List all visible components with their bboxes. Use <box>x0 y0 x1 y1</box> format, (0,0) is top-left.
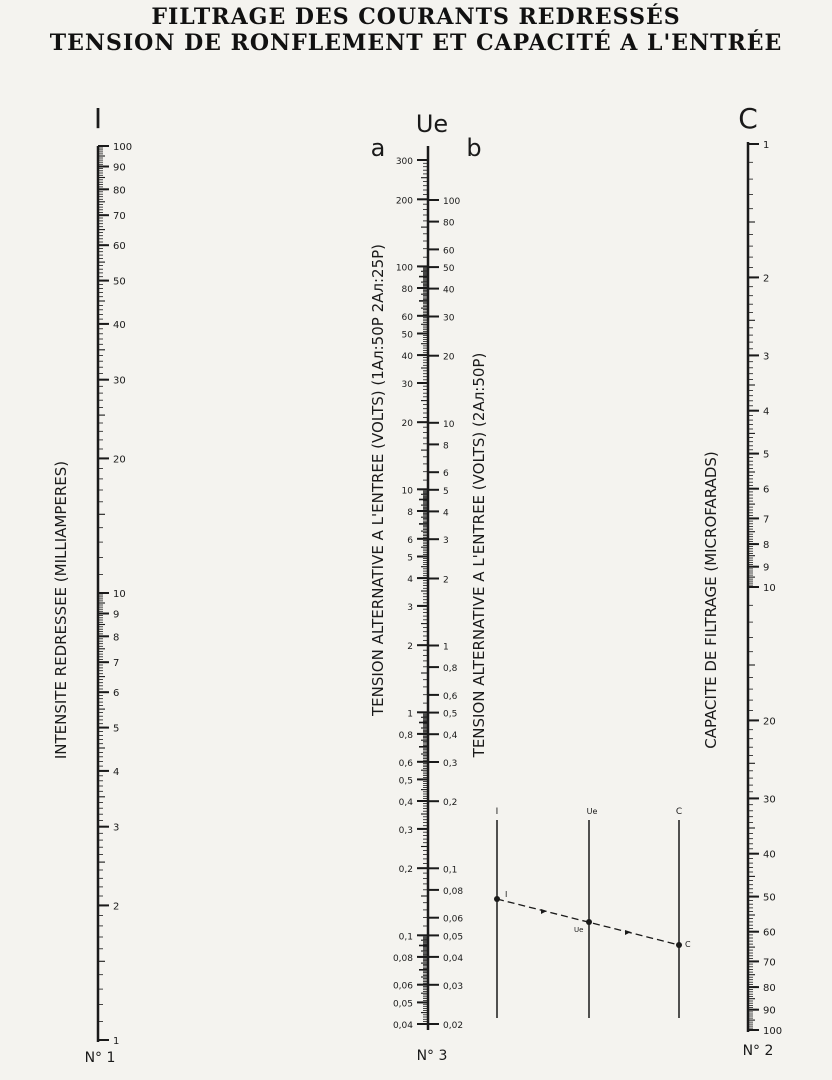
scale-I-tick-label: 30 <box>113 375 126 387</box>
scale-U-b-tick-label: 0,5 <box>443 709 458 720</box>
scale-C-tick-label: 1 <box>763 140 770 151</box>
scale-U-a-tick-label: 0,3 <box>398 825 413 836</box>
scale-U-a-tick-label: 0,8 <box>398 730 413 741</box>
scale-U-ticks-a <box>393 157 428 1031</box>
scale-C-tick-label: 2 <box>763 273 770 285</box>
scale-C-tick-label: 4 <box>763 406 770 418</box>
scale-U-b-tick-label: 50 <box>443 264 455 275</box>
scale-U-b-tick-label: 8 <box>443 441 449 452</box>
scale-C-tick-label: 10 <box>763 583 776 594</box>
scale-I-tick-label: 5 <box>113 723 120 735</box>
scale-U-title-right: TENSION ALTERNATIVE A L'ENTREE (VOLTS) (2Ал:50P) <box>470 352 488 758</box>
scale-U-b-tick-label: 80 <box>443 218 455 229</box>
scale-U-a-tick-label: 0,2 <box>398 865 413 876</box>
scale-U-b-tick-label: 0,2 <box>443 798 458 809</box>
scale-U-b-tick-label: 60 <box>443 246 455 257</box>
scale-U-a-tick-label: 0,6 <box>398 758 413 769</box>
scale-U-a-tick-label: 50 <box>401 330 413 341</box>
scale-U-a-tick-label: 0,1 <box>398 932 413 943</box>
scale-C-tick-label: 60 <box>763 927 776 939</box>
scale-C-tick-label: 5 <box>763 449 770 461</box>
inset-point-C-label: C <box>685 940 691 949</box>
scale-C-tick-label: 70 <box>763 957 776 969</box>
scale-U-title-left: TENSION ALTERNATIVE A L'ENTREE (VOLTS) (1Ал:50P 2Ал:25P) <box>369 243 387 717</box>
inset-point-I-label: I <box>505 890 508 899</box>
inset-point-U <box>586 919 592 925</box>
example-inset <box>494 807 691 1018</box>
scale-U-b-tick-label: 0,8 <box>443 664 458 675</box>
scale-C-tick-label: 20 <box>763 716 776 728</box>
scale-U-b-tick-label: 0,1 <box>443 865 458 876</box>
scale-U-a-tick-label: 0,05 <box>392 999 413 1010</box>
inset-point-U-label: Ue <box>574 926 584 934</box>
scale-U-a-tick-label: 30 <box>401 380 413 390</box>
scale-U-b-tick-label: 0,03 <box>443 981 464 992</box>
scale-I-tick-label: 1 <box>113 1036 120 1047</box>
scale-U-a-tick-label: 300 <box>395 157 413 167</box>
scale-I-tick-label: 70 <box>113 211 126 223</box>
scale-I-tick-label: 50 <box>113 276 126 288</box>
scale-U-a-tick-label: 40 <box>401 352 413 363</box>
scale-U-a-tick-label: 60 <box>401 312 413 323</box>
scale-U-ticks-b <box>428 197 463 1031</box>
scale-I-tick-label: 3 <box>113 822 120 834</box>
scale-I-tick-label: 4 <box>113 766 120 778</box>
scale-U-a-tick-label: 3 <box>407 602 413 613</box>
scale-U-b-tick-label: 0,3 <box>443 759 458 769</box>
scale-U-a-tick-label: 0,5 <box>398 776 413 787</box>
inset-point-I <box>494 896 500 902</box>
title-line-2: TENSION DE RONFLEMENT ET CAPACITÉ A L'ENTRÉE <box>49 30 783 56</box>
scale-I-ticks <box>98 142 132 1047</box>
scale-I-header: I <box>93 102 103 135</box>
scale-U-a-tick-label: 5 <box>407 553 413 564</box>
scale-I-tick-label: 100 <box>113 142 133 153</box>
scale-I-tick-label: 10 <box>113 589 126 600</box>
scale-U-label-b: b <box>466 134 482 162</box>
scale-I-tick-label: 20 <box>113 454 126 466</box>
scale-C-tick-label: 6 <box>763 484 770 496</box>
scale-U-b-tick-label: 100 <box>443 197 461 207</box>
inset-point-C <box>676 942 682 948</box>
scale-I-tick-label: 7 <box>113 658 120 670</box>
scale-U-a-tick-label: 10 <box>401 486 413 497</box>
scale-C-ticks <box>748 140 782 1037</box>
scale-U-b-tick-label: 30 <box>443 313 455 324</box>
scale-U-b-tick-label: 3 <box>443 536 449 547</box>
scale-C-tick-label: 3 <box>763 351 770 363</box>
scale-C-tick-label: 80 <box>763 983 776 995</box>
scale-C-tick-label: 30 <box>763 794 776 806</box>
scale-U-a-tick-label: 80 <box>401 285 413 295</box>
scale-I-tick-label: 2 <box>113 901 120 913</box>
scale-U-a-tick-label: 6 <box>407 535 413 546</box>
inset-I-label: I <box>495 807 499 817</box>
scale-C-title: CAPACITE DE FILTRAGE (MICROFARADS) <box>702 451 720 749</box>
scale-C-tick-label: 90 <box>763 1005 776 1017</box>
scale-U-b-tick-label: 0,6 <box>443 691 458 702</box>
scale-I-tick-label: 6 <box>113 688 120 700</box>
scale-C-number: N° 2 <box>742 1043 774 1059</box>
scale-U-label-a: a <box>370 134 386 162</box>
scale-U-b-tick-label: 2 <box>443 575 449 586</box>
scale-U-b-tick-label: 0,4 <box>443 731 458 742</box>
scale-I-tick-label: 8 <box>113 632 120 644</box>
scale-C-header: C <box>738 102 758 135</box>
scale-U-b-tick-label: 0,06 <box>443 914 464 925</box>
scale-U-a-tick-label: 4 <box>407 575 413 586</box>
scale-U-b-tick-label: 5 <box>443 486 449 497</box>
scale-C-tick-label: 7 <box>763 514 770 526</box>
scale-U-a-tick-label: 0,04 <box>392 1021 413 1031</box>
scale-U-b-tick-label: 0,08 <box>443 886 464 897</box>
scale-U-b-tick-label: 20 <box>443 352 455 363</box>
scale-U-b-tick-label: 4 <box>443 508 449 519</box>
scale-U-header: Ue <box>415 110 449 138</box>
scale-U-a-tick-label: 0,08 <box>392 953 413 964</box>
scale-U-a-tick-label: 100 <box>395 263 413 274</box>
scale-C-tick-label: 50 <box>763 892 776 904</box>
scale-U-number: N° 3 <box>416 1048 448 1064</box>
scale-I-tick-label: 40 <box>113 319 126 331</box>
inset-C-label: C <box>675 807 683 817</box>
scale-U-a-tick-label: 2 <box>407 642 413 653</box>
scale-U-b-tick-label: 0,04 <box>443 953 464 964</box>
scale-C-tick-label: 100 <box>763 1026 783 1037</box>
scale-U-b-tick-label: 10 <box>443 419 455 430</box>
scale-U-a-tick-label: 8 <box>407 508 413 518</box>
scale-C-tick-label: 40 <box>763 849 776 861</box>
scale-U-a-tick-label: 0,06 <box>392 981 413 992</box>
scale-I-tick-label: 9 <box>113 609 120 621</box>
scale-U-b-tick-label: 40 <box>443 285 455 296</box>
scale-U-b-tick-label: 0,05 <box>443 932 464 943</box>
scale-I-title: INTENSITE REDRESSEE (MILLIAMPERES) <box>52 460 70 760</box>
inset-U-label: Ue <box>586 807 598 816</box>
scale-C-tick-label: 8 <box>763 540 770 552</box>
scale-U-a-tick-label: 200 <box>395 196 413 207</box>
scale-I-tick-label: 90 <box>113 162 126 174</box>
title-line-1: FILTRAGE DES COURANTS REDRESSÉS <box>151 4 681 30</box>
scale-U-b-tick-label: 6 <box>443 469 449 480</box>
scale-U-a-tick-label: 1 <box>407 709 413 720</box>
scale-U-b-tick-label: 0,02 <box>443 1021 464 1031</box>
scale-I-number: N° 1 <box>84 1050 116 1066</box>
scale-U-a-tick-label: 20 <box>401 419 413 430</box>
scale-C-tick-label: 9 <box>763 562 770 574</box>
scale-U-b-tick-label: 1 <box>443 642 449 653</box>
scale-I-tick-label: 80 <box>113 185 126 197</box>
scale-U-a-tick-label: 0,4 <box>398 798 413 808</box>
scale-I-tick-label: 60 <box>113 241 126 253</box>
